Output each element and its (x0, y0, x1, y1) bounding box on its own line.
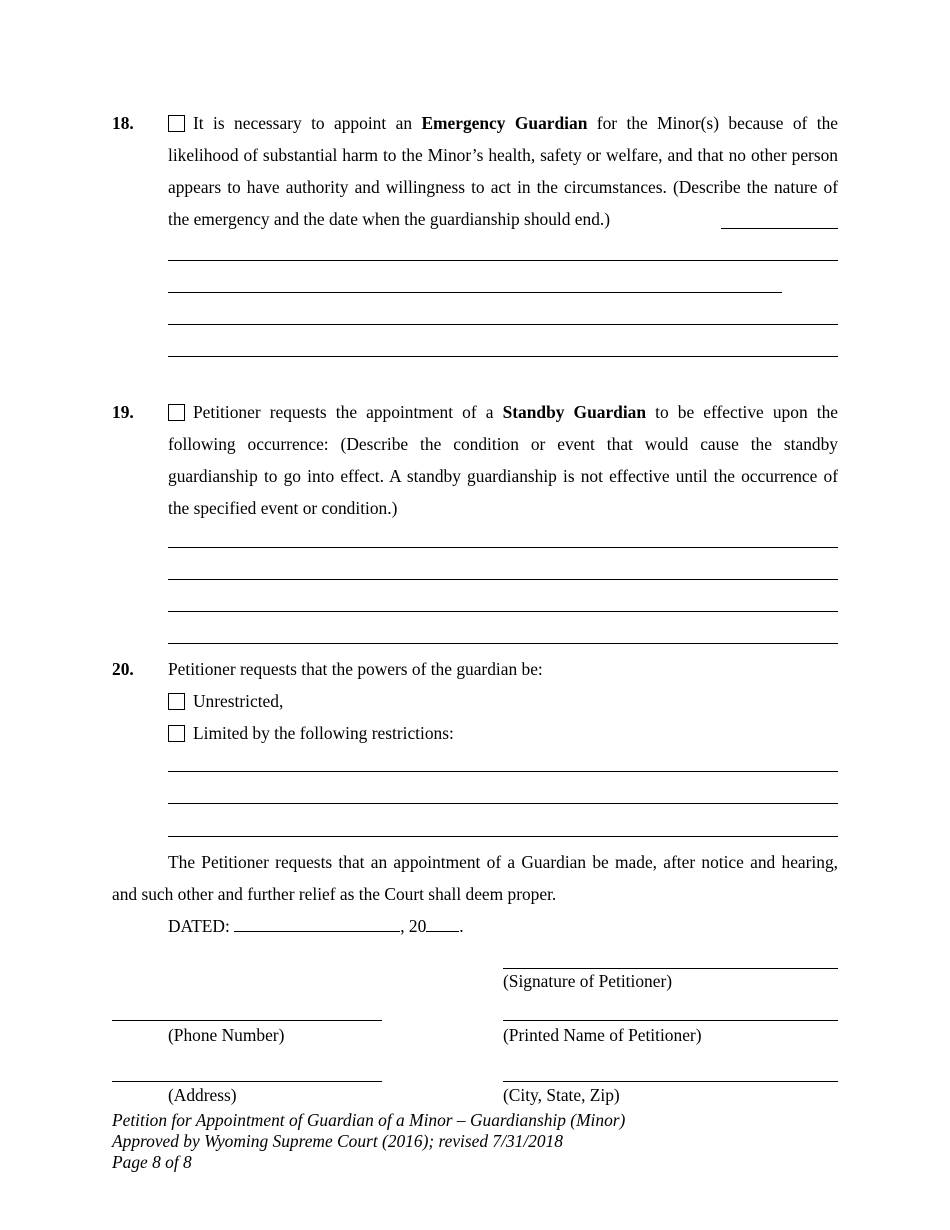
footer-approval: Approved by Wyoming Supreme Court (2016); revised 7/31/2018 (112, 1131, 563, 1151)
restrictions-line[interactable] (168, 771, 838, 772)
option-limited (168, 717, 454, 749)
year-blank[interactable] (426, 931, 459, 932)
standby-guardian-checkbox[interactable] (168, 404, 185, 421)
item-18-answer-line[interactable] (168, 356, 838, 357)
item-19-number: 19. (112, 402, 134, 422)
item-19-answer-line[interactable] (168, 611, 838, 612)
dated-row (168, 910, 464, 942)
item-19-answer-line[interactable] (168, 547, 838, 548)
item-19-answer-line[interactable] (168, 643, 838, 644)
address-label: (Address) (168, 1085, 237, 1105)
item-18-post: for the Minor(s) because of the likelihood of substantial harm to the Minor’s health, safety or welfare, and that no other person appears to have authority and willingness to act in the circumstances. (Describe the nature of the emergency and the date when the guardianship should end.) (168, 113, 839, 229)
item-18-answer-line[interactable] (168, 260, 838, 261)
item-20-intro: Petitioner requests that the powers of the guardian be: (168, 659, 543, 679)
signature-label: (Signature of Petitioner) (503, 971, 673, 991)
city-state-zip-label: (City, State, Zip) (503, 1085, 620, 1105)
item-19-bold: Standby Guardian (502, 402, 647, 422)
date-blank[interactable] (234, 931, 400, 932)
item-18-answer-line[interactable] (721, 228, 838, 229)
item-18-answer-line[interactable] (168, 292, 782, 293)
footer-page: Page 8 of 8 (112, 1152, 192, 1172)
year-prefix: , 20 (400, 916, 427, 936)
option-unrestricted (168, 685, 283, 717)
option-limited-label: Limited by the following restrictions: (193, 723, 454, 743)
footer-title: Petition for Appointment of Guardian of a Minor – Guardianship (Minor) (112, 1110, 626, 1130)
item-20-number: 20. (112, 659, 134, 679)
address-line[interactable] (112, 1081, 382, 1082)
emergency-guardian-checkbox[interactable] (168, 115, 185, 132)
limited-checkbox[interactable] (168, 725, 185, 742)
item-18-text (168, 107, 838, 235)
item-18-answer-line[interactable] (168, 324, 838, 325)
item-19-text (168, 396, 838, 524)
item-18-number: 18. (112, 113, 134, 133)
closing-request: The Petitioner requests that an appointment of a Guardian be made, after notice and hearing, and such other and further relief as the Court shall deem proper. (112, 852, 838, 904)
restrictions-line[interactable] (168, 836, 838, 837)
option-unrestricted-label: Unrestricted, (193, 691, 284, 711)
restrictions-line[interactable] (168, 803, 838, 804)
printed-name-label: (Printed Name of Petitioner) (503, 1025, 702, 1045)
item-19-answer-line[interactable] (168, 579, 838, 580)
item-18-pre: It is necessary to appoint an (193, 113, 422, 133)
item-18-bold: Emergency Guardian (421, 113, 588, 133)
dated-label: DATED: (168, 916, 230, 936)
item-19-post: to be effective upon the following occurrence: (Describe the condition or event that would cause the standby guardianship to go into effect. A standby guardianship is not effective until the occurrence of the specified event or condition.) (168, 402, 838, 518)
dated-period: . (459, 916, 464, 936)
phone-label: (Phone Number) (168, 1025, 285, 1045)
unrestricted-checkbox[interactable] (168, 693, 185, 710)
item-19-pre: Petitioner requests the appointment of a (193, 402, 503, 422)
